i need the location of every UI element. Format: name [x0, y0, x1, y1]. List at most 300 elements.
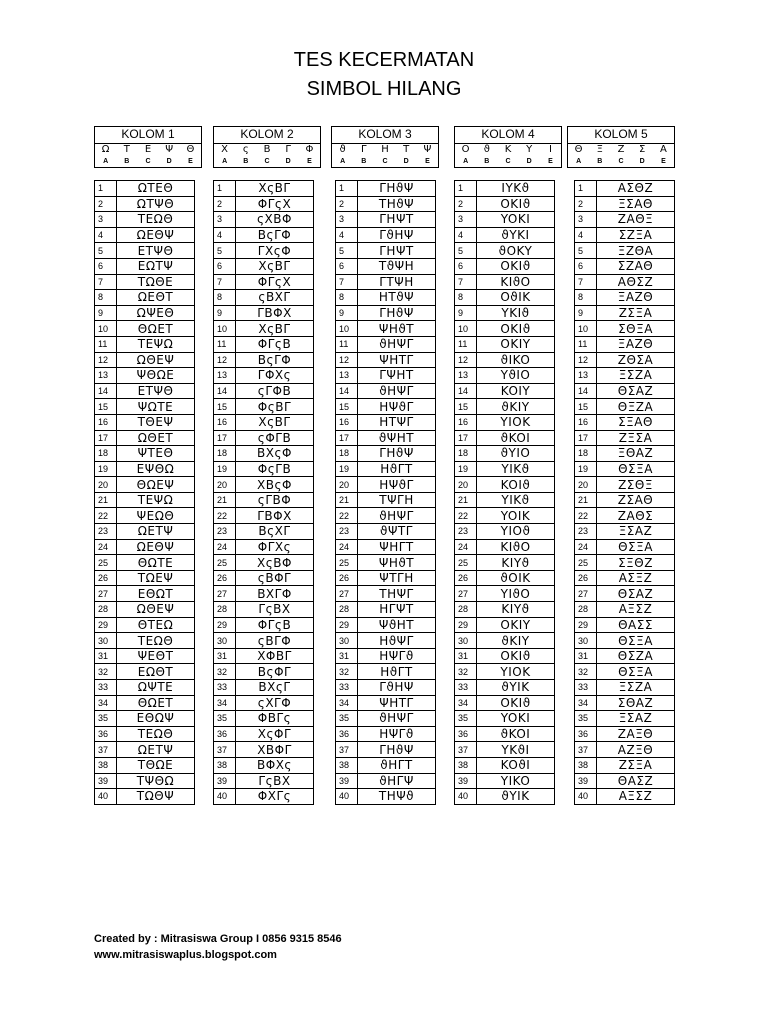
question-symbols: ΓHϑΨ	[358, 305, 436, 321]
question-number: 1	[214, 181, 236, 197]
key-letter: E	[425, 158, 430, 165]
question-number: 5	[95, 243, 117, 259]
question-symbols: BΦXς	[236, 757, 314, 773]
question-number: 13	[575, 368, 597, 384]
question-number: 38	[95, 757, 117, 773]
question-symbols: THΨΓ	[358, 586, 436, 602]
question-row	[95, 446, 195, 462]
question-symbols: ςXBΦ	[236, 212, 314, 228]
question-symbols: BςXΓ	[236, 524, 314, 540]
question-number: 28	[214, 602, 236, 618]
question-number: 9	[575, 305, 597, 321]
question-symbols: YIOK	[477, 664, 555, 680]
question-symbols: ΩEΘΨ	[117, 539, 195, 555]
question-row	[336, 196, 436, 212]
key-symbol: T	[123, 144, 130, 155]
question-number: 35	[455, 711, 477, 727]
question-number: 12	[95, 352, 117, 368]
question-row	[95, 648, 195, 664]
key-letter: B	[361, 158, 367, 165]
question-symbols: OKIϑ	[477, 648, 555, 664]
question-row	[575, 680, 675, 696]
question-number: 30	[214, 633, 236, 649]
question-symbols: ΓϑHΨ	[358, 680, 436, 696]
question-number: 9	[455, 305, 477, 321]
question-symbols: ΞΣZA	[597, 368, 675, 384]
question-symbols: ΓBΦX	[236, 508, 314, 524]
question-number: 31	[575, 648, 597, 664]
question-number: 3	[455, 212, 477, 228]
question-symbols: ΞΣAZ	[597, 524, 675, 540]
question-row	[214, 789, 314, 805]
question-symbols: KOIY	[477, 383, 555, 399]
question-row	[575, 789, 675, 805]
question-symbols: ΓXςΦ	[236, 243, 314, 259]
question-row	[575, 414, 675, 430]
question-number: 23	[455, 524, 477, 540]
question-symbols: ΨTΓH	[358, 570, 436, 586]
question-row	[455, 321, 555, 337]
question-symbols: ZΣAΘ	[597, 492, 675, 508]
question-symbols: ΩETΨ	[117, 524, 195, 540]
question-symbols: ΦΓςB	[236, 336, 314, 352]
question-symbols: ΓςBX	[236, 602, 314, 618]
key-letter: E	[188, 158, 193, 165]
question-symbols: KIϑO	[477, 274, 555, 290]
key-symbol: B	[263, 144, 271, 155]
question-number: 26	[575, 570, 597, 586]
question-row	[455, 399, 555, 415]
question-number: 1	[95, 181, 117, 197]
question-number: 38	[455, 757, 477, 773]
question-row	[575, 524, 675, 540]
question-number: 9	[95, 305, 117, 321]
question-number: 25	[214, 555, 236, 571]
question-symbols: YOKI	[477, 212, 555, 228]
question-number: 37	[95, 742, 117, 758]
question-row	[336, 290, 436, 306]
question-symbols: ΨEΩΘ	[117, 508, 195, 524]
question-row	[455, 492, 555, 508]
question-row	[214, 430, 314, 446]
question-number: 14	[336, 383, 358, 399]
question-row	[455, 508, 555, 524]
question-row	[214, 290, 314, 306]
question-number: 11	[214, 336, 236, 352]
question-number: 8	[95, 290, 117, 306]
question-row	[214, 336, 314, 352]
question-symbols: ςBXΓ	[236, 290, 314, 306]
key-box-kolom-3	[331, 126, 439, 168]
question-number: 38	[214, 757, 236, 773]
question-row	[95, 695, 195, 711]
question-number: 37	[336, 742, 358, 758]
question-symbols: ΣΞΘZ	[597, 555, 675, 571]
question-number: 6	[336, 258, 358, 274]
question-row	[455, 711, 555, 727]
question-table-kolom-2	[213, 180, 314, 805]
question-row	[336, 664, 436, 680]
question-row	[214, 633, 314, 649]
question-number: 38	[336, 757, 358, 773]
question-symbols: ΨΘΩE	[117, 368, 195, 384]
question-number: 35	[336, 711, 358, 727]
question-symbols: HΓΨT	[358, 602, 436, 618]
question-symbols: ΨHΓT	[358, 539, 436, 555]
question-number: 40	[95, 789, 117, 805]
question-symbols: ZΞΣA	[597, 430, 675, 446]
question-symbols: OKIϑ	[477, 321, 555, 337]
question-row	[336, 711, 436, 727]
question-row	[214, 212, 314, 228]
question-symbols: XΦBΓ	[236, 648, 314, 664]
question-symbols: YIKO	[477, 773, 555, 789]
question-number: 18	[575, 446, 597, 462]
question-row	[95, 555, 195, 571]
question-row	[214, 274, 314, 290]
question-number: 10	[575, 321, 597, 337]
question-symbols: ΘΣΞA	[597, 633, 675, 649]
question-symbols: TEΩΘ	[117, 726, 195, 742]
question-symbols: ΩΘEΨ	[117, 352, 195, 368]
question-number: 5	[575, 243, 597, 259]
question-symbols: ZΘΣA	[597, 352, 675, 368]
question-row	[575, 695, 675, 711]
question-symbols: ϑYIK	[477, 680, 555, 696]
question-number: 7	[214, 274, 236, 290]
question-row	[575, 258, 675, 274]
question-row	[336, 383, 436, 399]
question-symbols: YKϑI	[477, 742, 555, 758]
question-symbols: XςBΓ	[236, 258, 314, 274]
question-row	[336, 368, 436, 384]
question-row	[455, 274, 555, 290]
question-row	[95, 477, 195, 493]
question-number: 20	[214, 477, 236, 493]
key-letter: C	[505, 158, 511, 165]
question-row	[214, 602, 314, 618]
question-number: 10	[95, 321, 117, 337]
question-symbols: ΓHϑΨ	[358, 181, 436, 197]
question-symbols: HTϑΨ	[358, 290, 436, 306]
key-symbol: K	[504, 144, 512, 155]
question-number: 14	[214, 383, 236, 399]
question-number: 32	[336, 664, 358, 680]
question-symbols: HΨΓϑ	[358, 726, 436, 742]
question-row	[95, 430, 195, 446]
question-symbols: ΓHϑΨ	[358, 742, 436, 758]
question-symbols: ETΨΘ	[117, 243, 195, 259]
question-symbols: XBςΦ	[236, 477, 314, 493]
key-box-label: KOLOM 1	[95, 127, 201, 144]
question-number: 34	[575, 695, 597, 711]
question-symbols: ΓςBX	[236, 773, 314, 789]
question-number: 40	[214, 789, 236, 805]
question-row	[575, 430, 675, 446]
question-number: 2	[336, 196, 358, 212]
question-row	[214, 586, 314, 602]
question-symbols: THΨϑ	[358, 789, 436, 805]
question-number: 28	[336, 602, 358, 618]
question-number: 8	[575, 290, 597, 306]
question-symbols: ΘΣΞA	[597, 539, 675, 555]
question-row	[455, 368, 555, 384]
question-row	[95, 757, 195, 773]
question-row	[95, 586, 195, 602]
question-row	[336, 680, 436, 696]
question-number: 21	[95, 492, 117, 508]
question-row	[575, 399, 675, 415]
question-number: 33	[214, 680, 236, 696]
question-row	[455, 305, 555, 321]
question-row	[214, 711, 314, 727]
question-row	[455, 258, 555, 274]
question-number: 36	[95, 726, 117, 742]
question-number: 6	[455, 258, 477, 274]
question-row	[95, 461, 195, 477]
question-row	[214, 757, 314, 773]
question-row	[575, 539, 675, 555]
question-symbols: YOIK	[477, 508, 555, 524]
question-row	[95, 352, 195, 368]
key-letter: B	[124, 158, 130, 165]
question-symbols: YIϑO	[477, 586, 555, 602]
question-row	[214, 352, 314, 368]
question-number: 9	[214, 305, 236, 321]
question-row	[95, 399, 195, 415]
question-number: 18	[95, 446, 117, 462]
key-letter: E	[661, 158, 666, 165]
question-symbols: YOKI	[477, 711, 555, 727]
question-symbols: KIYϑ	[477, 602, 555, 618]
question-number: 33	[575, 680, 597, 696]
question-row	[214, 461, 314, 477]
question-symbols: ςΦΓB	[236, 430, 314, 446]
question-symbols: BςΓΦ	[236, 352, 314, 368]
question-row	[95, 227, 195, 243]
question-symbols: AΘΣZ	[597, 274, 675, 290]
question-number: 8	[336, 290, 358, 306]
key-letter: B	[484, 158, 490, 165]
question-number: 35	[575, 711, 597, 727]
question-row	[336, 243, 436, 259]
question-row	[575, 492, 675, 508]
question-row	[575, 368, 675, 384]
question-table-kolom-3	[335, 180, 436, 805]
page-title: TES KECERMATAN	[293, 49, 475, 71]
question-table-kolom-4	[454, 180, 555, 805]
question-table-kolom-1	[94, 180, 195, 805]
question-row	[214, 243, 314, 259]
question-symbols: HϑΨΓ	[358, 633, 436, 649]
question-row	[336, 633, 436, 649]
key-box-label: KOLOM 2	[214, 127, 320, 144]
question-row	[95, 274, 195, 290]
question-row	[214, 695, 314, 711]
question-row	[575, 773, 675, 789]
question-number: 4	[214, 227, 236, 243]
question-symbols: ϑIKO	[477, 352, 555, 368]
question-number: 18	[336, 446, 358, 462]
question-row	[214, 664, 314, 680]
key-symbol: Y	[526, 144, 533, 155]
question-number: 33	[336, 680, 358, 696]
question-symbols: TΘEΨ	[117, 414, 195, 430]
question-symbols: XςBΓ	[236, 181, 314, 197]
question-symbols: ΦςBΓ	[236, 399, 314, 415]
question-number: 3	[214, 212, 236, 228]
question-number: 13	[455, 368, 477, 384]
question-number: 24	[95, 539, 117, 555]
key-box-label: KOLOM 5	[568, 127, 674, 144]
question-number: 5	[455, 243, 477, 259]
question-row	[336, 742, 436, 758]
question-row	[455, 336, 555, 352]
question-number: 16	[575, 414, 597, 430]
question-number: 13	[336, 368, 358, 384]
question-symbols: ΨHϑT	[358, 321, 436, 337]
question-symbols: ΘAΣΣ	[597, 617, 675, 633]
question-symbols: ΞZΘA	[597, 243, 675, 259]
question-symbols: XBΦΓ	[236, 742, 314, 758]
question-row	[455, 726, 555, 742]
question-symbols: ΣZΞA	[597, 227, 675, 243]
key-letter: B	[243, 158, 249, 165]
question-number: 13	[214, 368, 236, 384]
question-row	[455, 446, 555, 462]
question-number: 22	[575, 508, 597, 524]
question-number: 38	[575, 757, 597, 773]
question-number: 33	[95, 680, 117, 696]
question-number: 29	[336, 617, 358, 633]
question-number: 12	[575, 352, 597, 368]
question-row	[95, 336, 195, 352]
question-row	[95, 258, 195, 274]
question-row	[95, 602, 195, 618]
question-symbols: ςΓΦB	[236, 383, 314, 399]
question-row	[575, 586, 675, 602]
question-symbols: TEΨΩ	[117, 492, 195, 508]
question-number: 4	[455, 227, 477, 243]
question-row	[95, 414, 195, 430]
question-number: 20	[336, 477, 358, 493]
question-number: 6	[95, 258, 117, 274]
question-number: 24	[575, 539, 597, 555]
question-symbols: ϑHΨΓ	[358, 508, 436, 524]
question-row	[214, 383, 314, 399]
question-row	[95, 680, 195, 696]
question-symbols: ΘTEΩ	[117, 617, 195, 633]
question-number: 36	[455, 726, 477, 742]
question-number: 23	[214, 524, 236, 540]
question-symbols: TEΨΩ	[117, 336, 195, 352]
question-number: 19	[214, 461, 236, 477]
question-row	[214, 258, 314, 274]
question-symbols: BςΓΦ	[236, 227, 314, 243]
question-number: 30	[575, 633, 597, 649]
question-row	[336, 555, 436, 571]
question-row	[336, 648, 436, 664]
key-letter: A	[463, 158, 469, 165]
question-symbols: TΨΓH	[358, 492, 436, 508]
question-symbols: KIYϑ	[477, 555, 555, 571]
key-symbol: ϑ	[339, 144, 346, 155]
question-number: 14	[95, 383, 117, 399]
question-row	[575, 212, 675, 228]
question-symbols: ΣΘΞA	[597, 321, 675, 337]
question-symbols: ΨHϑT	[358, 555, 436, 571]
question-row	[336, 212, 436, 228]
question-symbols: ϑHΨΓ	[358, 711, 436, 727]
question-symbols: ZΣΞA	[597, 305, 675, 321]
question-number: 17	[95, 430, 117, 446]
question-symbols: XςBΓ	[236, 414, 314, 430]
question-symbols: OKIY	[477, 336, 555, 352]
question-number: 39	[336, 773, 358, 789]
question-symbols: ΓHϑΨ	[358, 446, 436, 462]
question-number: 23	[95, 524, 117, 540]
question-row	[455, 196, 555, 212]
question-row	[95, 290, 195, 306]
question-number: 3	[575, 212, 597, 228]
question-row	[575, 305, 675, 321]
question-symbols: ΓBΦX	[236, 305, 314, 321]
question-number: 40	[455, 789, 477, 805]
question-row	[455, 539, 555, 555]
question-row	[95, 383, 195, 399]
question-symbols: ΦXΓς	[236, 789, 314, 805]
question-symbols: TEΩΘ	[117, 212, 195, 228]
question-number: 8	[214, 290, 236, 306]
question-row	[214, 399, 314, 415]
question-number: 11	[455, 336, 477, 352]
question-number: 16	[95, 414, 117, 430]
question-symbols: TΩΘΨ	[117, 789, 195, 805]
key-letter: D	[526, 158, 532, 165]
question-number: 22	[455, 508, 477, 524]
question-number: 17	[214, 430, 236, 446]
key-symbol: T	[403, 144, 410, 155]
question-row	[336, 461, 436, 477]
question-symbols: ΩΨTE	[117, 680, 195, 696]
question-symbols: ϑYIO	[477, 446, 555, 462]
question-row	[455, 789, 555, 805]
question-row	[95, 726, 195, 742]
question-row	[95, 368, 195, 384]
question-symbols: YKIϑ	[477, 305, 555, 321]
question-number: 39	[455, 773, 477, 789]
question-number: 11	[336, 336, 358, 352]
question-row	[336, 602, 436, 618]
key-letter: D	[639, 158, 645, 165]
question-symbols: ΩEΘΨ	[117, 227, 195, 243]
question-symbols: ΘΩTE	[117, 555, 195, 571]
key-symbol: Φ	[305, 144, 314, 155]
question-row	[575, 555, 675, 571]
footer-url[interactable]: www.mitrasiswaplus.blogspot.com	[94, 949, 277, 961]
question-row	[455, 430, 555, 446]
question-row	[336, 773, 436, 789]
question-row	[214, 196, 314, 212]
question-number: 28	[575, 602, 597, 618]
question-row	[336, 258, 436, 274]
question-number: 14	[575, 383, 597, 399]
question-symbols: ΞAZΘ	[597, 290, 675, 306]
question-row	[95, 711, 195, 727]
question-symbols: AΞΣZ	[597, 789, 675, 805]
question-row	[575, 602, 675, 618]
question-row	[95, 305, 195, 321]
